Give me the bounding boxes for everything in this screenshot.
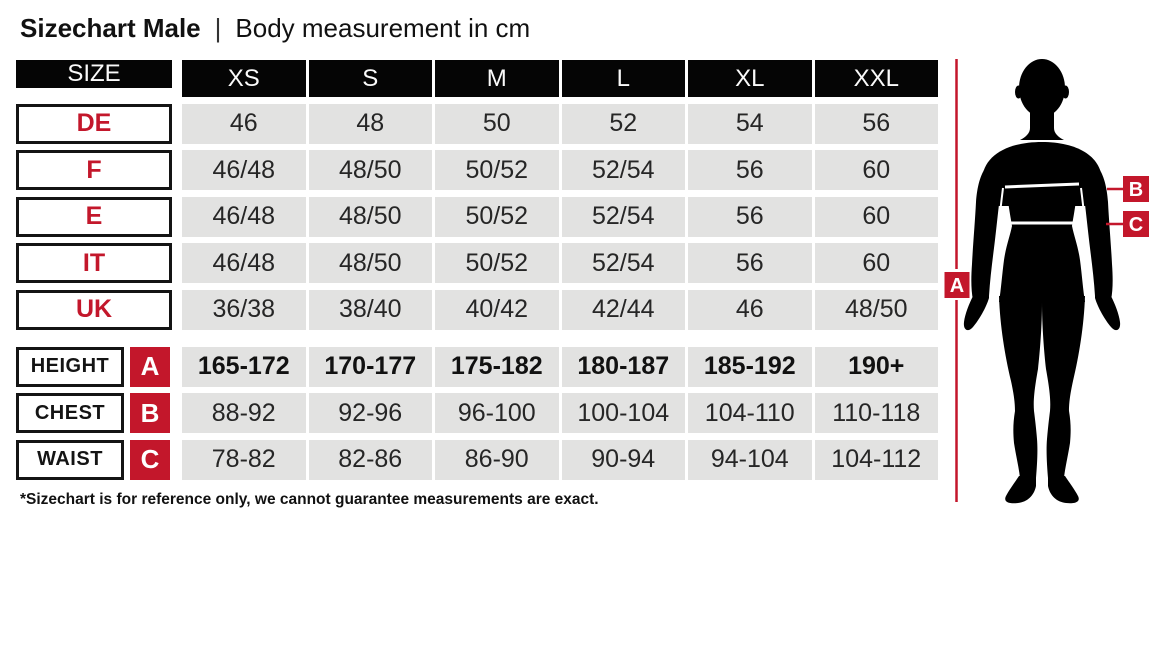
cell-it-xs: 46/48 [182, 243, 306, 283]
header-xl: XL [688, 60, 812, 97]
figure-marker-a-label: A [949, 275, 965, 297]
cell-f-m: 50/52 [435, 150, 559, 190]
cell-uk-xxl: 48/50 [815, 290, 939, 330]
title-main: Sizechart Male [20, 13, 201, 43]
cell-it-xxl: 60 [815, 243, 939, 283]
table-row-waist [16, 440, 938, 480]
row-label-waist: WAIST [16, 440, 124, 480]
cell-de-xl: 54 [688, 104, 812, 144]
table-row-uk [16, 290, 938, 330]
cell-waist-l: 90-94 [562, 440, 686, 480]
cell-e-m: 50/52 [435, 197, 559, 237]
cell-e-s: 48/50 [309, 197, 433, 237]
cell-chest-xs: 88-92 [182, 393, 306, 433]
cell-height-xl: 185-192 [688, 347, 812, 387]
row-label-e: E [16, 197, 172, 237]
header-l: L [562, 60, 686, 97]
row-label-de: DE [16, 104, 172, 144]
cell-height-s: 170-177 [309, 347, 433, 387]
silhouette [964, 59, 1120, 503]
figure-marker-c-label: C [1128, 214, 1144, 236]
marker-b-badge: B [130, 393, 170, 433]
row-label-height: HEIGHT [16, 347, 124, 387]
cell-de-xs: 46 [182, 104, 306, 144]
cell-f-xs: 46/48 [182, 150, 306, 190]
cell-de-xxl: 56 [815, 104, 939, 144]
cell-waist-xs: 78-82 [182, 440, 306, 480]
header-xs: XS [182, 60, 306, 97]
table-row-f [16, 150, 938, 190]
male-silhouette-figure [935, 50, 1169, 520]
row-label-chest: CHEST [16, 393, 124, 433]
row-label-f: F [16, 150, 172, 190]
cell-chest-s: 92-96 [309, 393, 433, 433]
header-s: S [309, 60, 433, 97]
figure-marker-b-label: B [1128, 179, 1144, 201]
cell-de-s: 48 [309, 104, 433, 144]
height-label-group [16, 347, 172, 387]
row-label-uk: UK [16, 290, 172, 330]
cell-f-s: 48/50 [309, 150, 433, 190]
cell-f-xl: 56 [688, 150, 812, 190]
page-title [20, 13, 530, 44]
table-row-it [16, 243, 938, 283]
cell-e-xxl: 60 [815, 197, 939, 237]
cell-chest-xxl: 110-118 [815, 393, 939, 433]
cell-e-xs: 46/48 [182, 197, 306, 237]
cell-uk-xl: 46 [688, 290, 812, 330]
cell-de-m: 50 [435, 104, 559, 144]
cell-waist-xxl: 104-112 [815, 440, 939, 480]
cell-uk-xs: 36/38 [182, 290, 306, 330]
cell-it-l: 52/54 [562, 243, 686, 283]
table-row-chest [16, 393, 938, 433]
table-header-row [16, 60, 938, 97]
cell-e-xl: 56 [688, 197, 812, 237]
title-separator: | [214, 13, 222, 43]
cell-waist-m: 86-90 [435, 440, 559, 480]
cell-uk-l: 42/44 [562, 290, 686, 330]
cell-chest-l: 100-104 [562, 393, 686, 433]
cell-e-l: 52/54 [562, 197, 686, 237]
cell-height-xs: 165-172 [182, 347, 306, 387]
header-size: SIZE [16, 60, 172, 88]
cell-height-xxl: 190+ [815, 347, 939, 387]
cell-it-m: 50/52 [435, 243, 559, 283]
waist-label-group [16, 440, 172, 480]
cell-it-s: 48/50 [309, 243, 433, 283]
sizechart-table [16, 60, 938, 480]
marker-c-badge: C [130, 440, 170, 480]
cell-waist-xl: 94-104 [688, 440, 812, 480]
header-xxl: XXL [815, 60, 939, 97]
row-label-it: IT [16, 243, 172, 283]
cell-waist-s: 82-86 [309, 440, 433, 480]
table-row-de [16, 104, 938, 144]
cell-height-l: 180-187 [562, 347, 686, 387]
footnote: *Sizechart is for reference only, we cannot guarantee measurements are exact. [20, 491, 599, 508]
table-row-height [16, 347, 938, 387]
cell-it-xl: 56 [688, 243, 812, 283]
cell-f-l: 52/54 [562, 150, 686, 190]
header-m: M [435, 60, 559, 97]
table-row-e [16, 197, 938, 237]
title-subtitle: Body measurement in cm [235, 13, 531, 43]
marker-a-badge: A [130, 347, 170, 387]
cell-chest-xl: 104-110 [688, 393, 812, 433]
chest-label-group [16, 393, 172, 433]
cell-uk-s: 38/40 [309, 290, 433, 330]
cell-f-xxl: 60 [815, 150, 939, 190]
cell-height-m: 175-182 [435, 347, 559, 387]
cell-uk-m: 40/42 [435, 290, 559, 330]
cell-chest-m: 96-100 [435, 393, 559, 433]
cell-de-l: 52 [562, 104, 686, 144]
